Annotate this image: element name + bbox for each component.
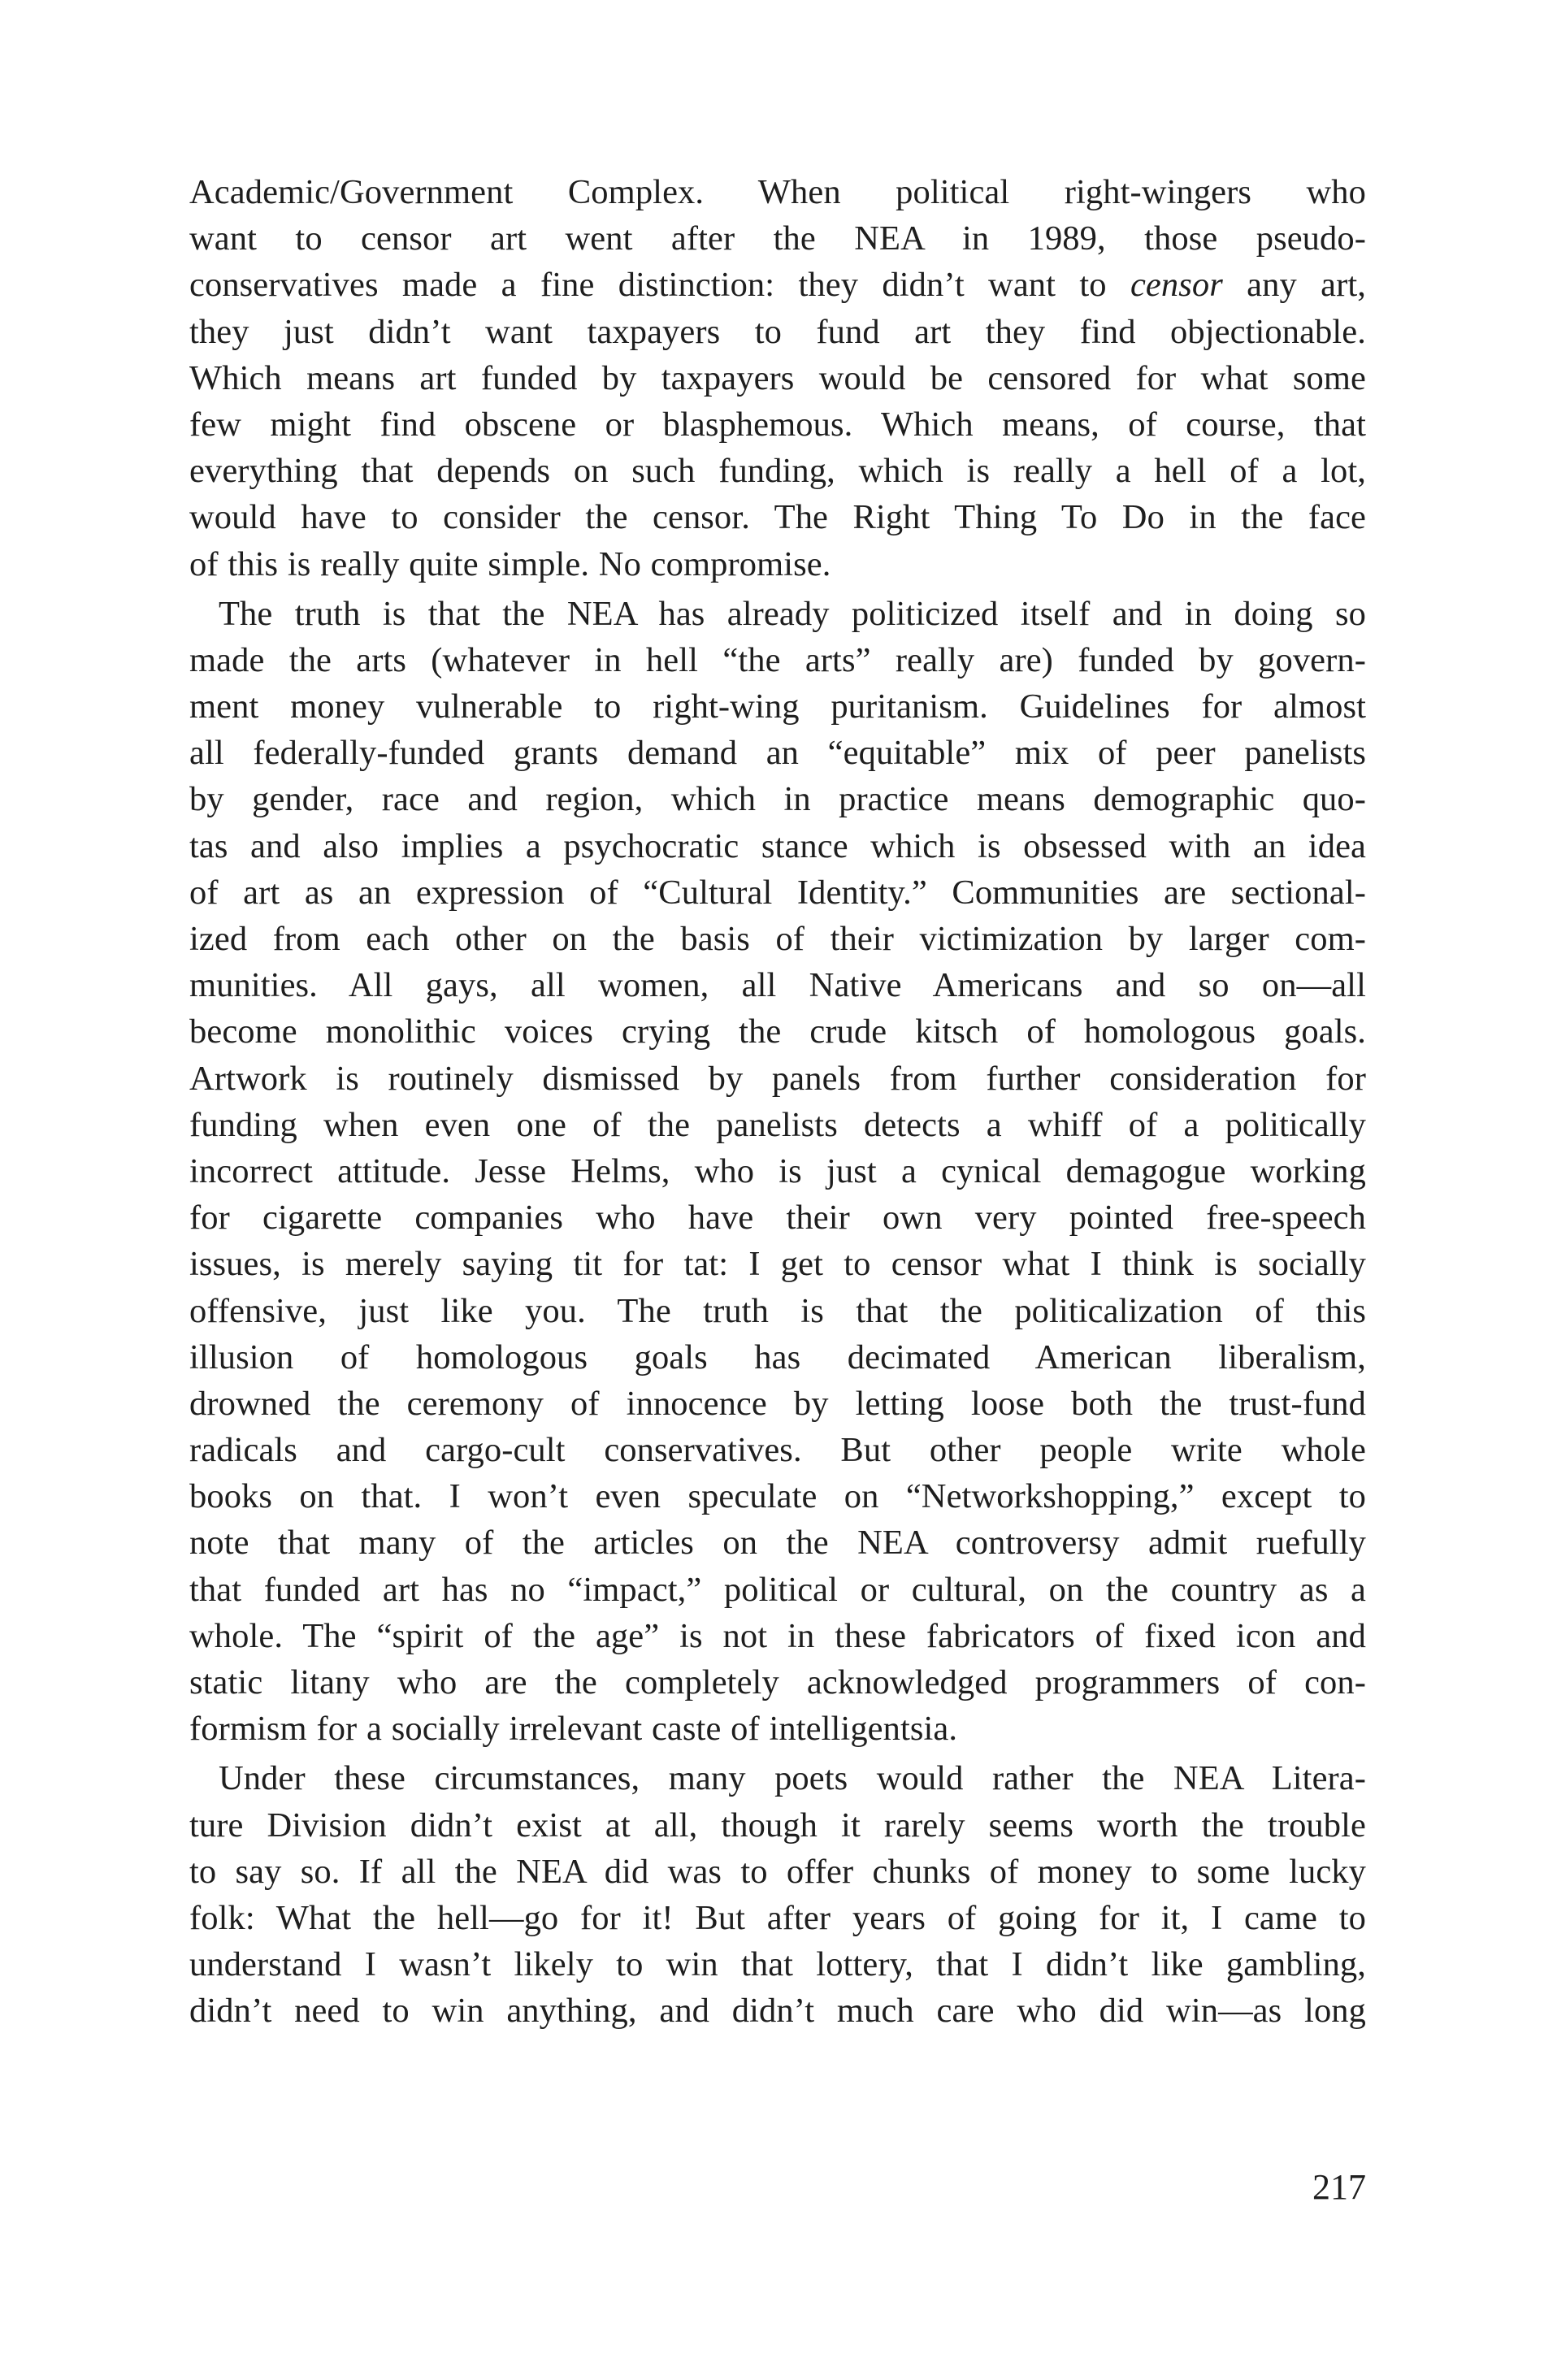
text-line: issues, is merely saying tit for tat: I get to censor what I think is socially xyxy=(189,1245,1366,1284)
text-line: everything that depends on such funding, which is really a hell of a lot, xyxy=(189,452,1366,491)
text-line: folk: What the hell—go for it! But after years of going for it, I came to xyxy=(189,1898,1366,1937)
text-line: didn’t need to win anything, and didn’t much care who did win—as long xyxy=(189,1992,1366,2031)
text-line: Which means art funded by taxpayers would be censored for what some xyxy=(189,358,1366,397)
text-line: all federally-funded grants demand an “equitable” mix of peer panelists xyxy=(189,734,1366,773)
text-line: by gender, race and region, which in practice means demographic quo- xyxy=(189,780,1366,819)
text-line: illusion of homologous goals has decimated American liberalism, xyxy=(189,1337,1366,1376)
text-line: radicals and cargo-cult conservatives. But other people write whole xyxy=(189,1431,1366,1470)
text-line: formism for a socially irrelevant caste of intelligentsia. xyxy=(189,1710,958,1749)
text-line: for cigarette companies who have their own very pointed free-speech xyxy=(189,1199,1366,1238)
text-line: offensive, just like you. The truth is that the politicalization of this xyxy=(189,1291,1366,1330)
text-line: munities. All gays, all women, all Native Americans and so on—all xyxy=(189,966,1366,1005)
text-line: understand I wasn’t likely to win that lottery, that I didn’t like gambling, xyxy=(189,1945,1366,1984)
italic-word: censor xyxy=(1130,266,1223,305)
text-line: they just didn’t want taxpayers to fund art they find objectionable. xyxy=(189,312,1366,351)
text-line: books on that. I won’t even speculate on “Networkshopping,” except to xyxy=(189,1477,1366,1516)
text-line: drowned the ceremony of innocence by letting loose both the trust-fund xyxy=(189,1384,1366,1423)
text-line: ture Division didn’t exist at all, though it rarely seems worth the trouble xyxy=(189,1806,1366,1845)
text-line: funding when even one of the panelists detects a whiff of a politically xyxy=(189,1105,1366,1144)
text-line: Artwork is routinely dismissed by panels from further consideration for xyxy=(189,1059,1366,1098)
text-line: become monolithic voices crying the crude kitsch of homologous goals. xyxy=(189,1012,1366,1051)
text-line: Academic/Government Complex. When political right-wingers who xyxy=(189,173,1366,211)
text-line: note that many of the articles on the NEA controversy admit ruefully xyxy=(189,1524,1366,1563)
page-number: 217 xyxy=(1312,2167,1366,2207)
text-line: would have to consider the censor. The Right Thing To Do in the face xyxy=(189,498,1366,537)
paragraph-1 xyxy=(189,169,1366,587)
text-line-with-italic xyxy=(189,262,1366,308)
text-line: tas and also implies a psychocratic stance which is obsessed with an idea xyxy=(189,826,1366,865)
text-line: whole. The “spirit of the age” is not in these fabricators of fixed icon and xyxy=(189,1616,1366,1655)
text-line: ment money vulnerable to right-wing puritanism. Guidelines for almost xyxy=(189,687,1366,726)
text-line: of art as an expression of “Cultural Identity.” Communities are sectional- xyxy=(189,873,1366,912)
book-page-body xyxy=(189,169,1366,2035)
text-line: made the arts (whatever in hell “the arts” really are) funded by govern- xyxy=(189,640,1366,679)
text-fragment: conservatives made a fine distinction: they didn’t want to xyxy=(189,266,1130,305)
text-line: that funded art has no “impact,” political or cultural, on the country as a xyxy=(189,1570,1366,1609)
text-line: The truth is that the NEA has already politicized itself and in doing so xyxy=(219,594,1366,633)
paragraph-2 xyxy=(189,591,1366,1753)
text-line: want to censor art went after the NEA in 1989, those pseudo- xyxy=(189,219,1366,258)
paragraph-3 xyxy=(189,1755,1366,2034)
text-line: static litany who are the completely acknowledged programmers of con- xyxy=(189,1663,1366,1702)
text-line: ized from each other on the basis of their victimization by larger com- xyxy=(189,920,1366,958)
text-line: to say so. If all the NEA did was to offer chunks of money to some lucky xyxy=(189,1852,1366,1891)
text-line: of this is really quite simple. No compromise. xyxy=(189,544,831,583)
text-line: Under these circumstances, many poets would rather the NEA Litera- xyxy=(219,1759,1366,1798)
text-fragment: any art, xyxy=(1222,266,1366,305)
text-line: incorrect attitude. Jesse Helms, who is just a cynical demagogue working xyxy=(189,1151,1366,1190)
text-line: few might find obscene or blasphemous. Which means, of course, that xyxy=(189,405,1366,444)
